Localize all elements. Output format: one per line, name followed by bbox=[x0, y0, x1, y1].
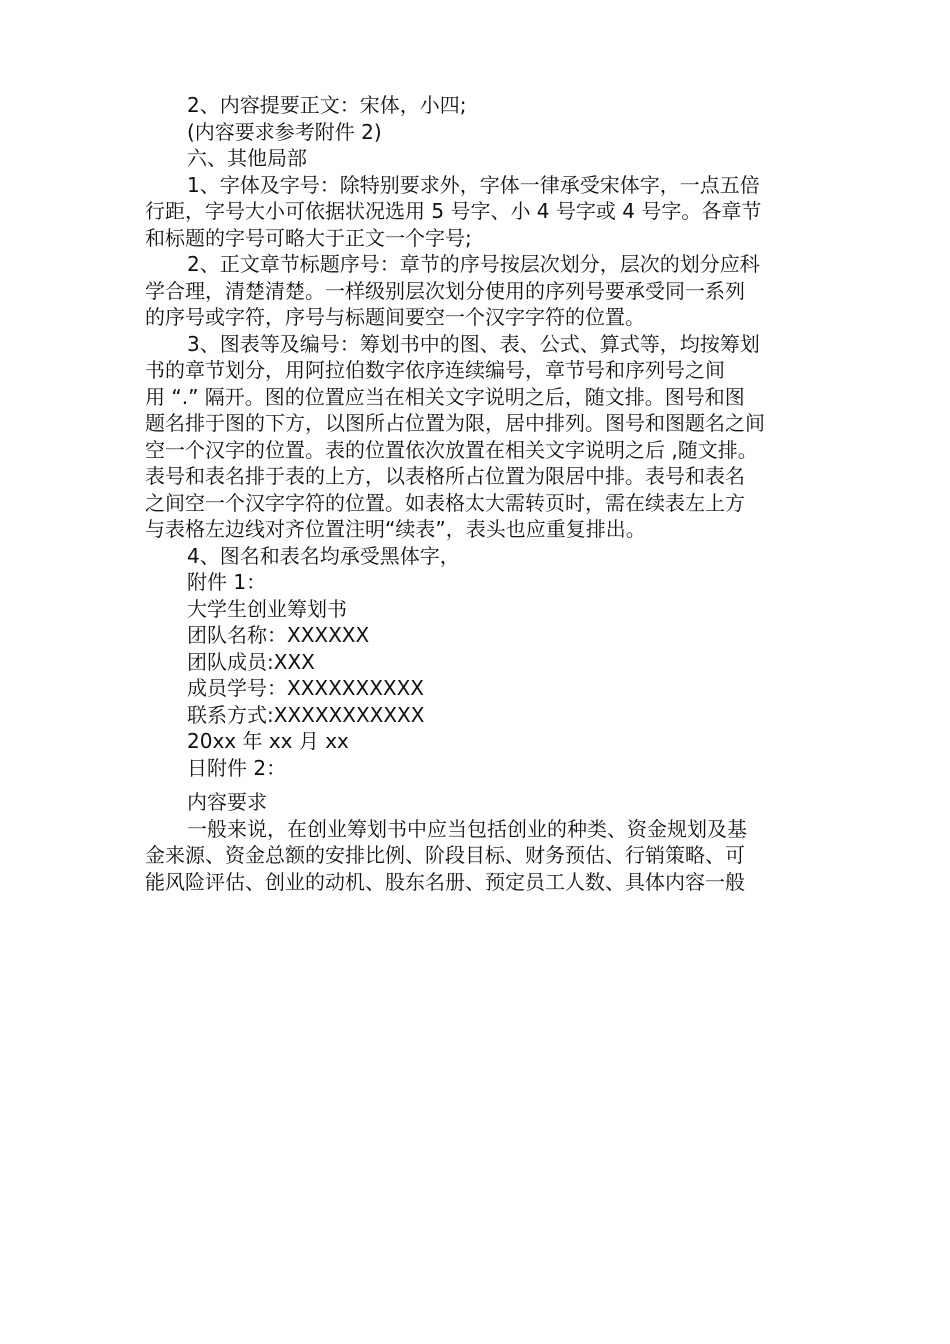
text-line: 书的章节划分，用阿拉伯数字依序连续编号，章节号和序列号之间 bbox=[145, 358, 725, 382]
text-line: 2、内容提要正文：宋体，小四; bbox=[187, 93, 467, 117]
text-line: (内容要求参考附件 2) bbox=[187, 119, 382, 144]
member-id-line: 成员学号：XXXXXXXXXX bbox=[187, 676, 425, 700]
text-line: 金来源、资金总额的安排比例、阶段目标、财务预估、行销策略、可 bbox=[145, 843, 745, 867]
text-line: 能风险评估、创业的动机、股东名册、预定员工人数、具体内容一般 bbox=[145, 869, 745, 894]
team-members-line: 团队成员:XXX bbox=[187, 649, 315, 674]
text-line: 用 “.” 隔开。图的位置应当在相关文字说明之后，随文排。图号和图 bbox=[145, 384, 745, 409]
text-line: 2、正文章节标题序号：章节的序号按层次划分，层次的划分应科 bbox=[187, 252, 760, 276]
document-body bbox=[145, 92, 811, 895]
text-line: 题名排于图的下方，以图所占位置为限，居中排列。图号和图题名之间 bbox=[145, 411, 765, 435]
text-line: 1、字体及字号：除特别要求外，字体一律承受宋体字，一点五倍 bbox=[187, 172, 760, 197]
appendix-title: 大学生创业筹划书 bbox=[187, 596, 347, 621]
text-line: 表号和表名排于表的上方，以表格所占位置为限居中排。表号和表名 bbox=[145, 464, 745, 488]
text-line: 和标题的字号可略大于正文一个字号; bbox=[145, 225, 472, 250]
appendix-label: 日附件 2： bbox=[187, 755, 287, 780]
team-name-line: 团队名称：XXXXXX bbox=[187, 623, 370, 647]
text-line: 一般来说，在创业筹划书中应当包括创业的种类、资金规划及基 bbox=[187, 816, 747, 841]
text-line: 4、图名和表名均承受黑体字， bbox=[187, 543, 460, 568]
section-heading: 六、其他局部 bbox=[187, 146, 307, 170]
text-line: 之间空一个汉字字符的位置。如表格太大需转页时，需在续表左上方 bbox=[145, 490, 745, 515]
appendix-label: 附件 1： bbox=[187, 570, 267, 594]
text-line: 空一个汉字的位置。表的位置依次放置在相关文字说明之后 ,随文排。 bbox=[145, 437, 758, 462]
date-line: 20xx 年 xx 月 xx bbox=[187, 729, 349, 753]
spacer bbox=[145, 781, 811, 789]
contact-line: 联系方式:XXXXXXXXXXX bbox=[187, 702, 425, 727]
text-line: 与表格左边线对齐位置注明“续表”，表头也应重复排出。 bbox=[145, 517, 646, 541]
text-line: 3、图表等及编号：筹划书中的图、表、公式、算式等，均按筹划 bbox=[187, 331, 760, 356]
section-heading: 内容要求 bbox=[187, 790, 267, 814]
text-line: 的序号或字符，序号与标题间要空一个汉字字符的位置。 bbox=[145, 305, 645, 329]
text-line: 行距，字号大小可依据状况选用 5 号字、小 4 号字或 4 号字。各章节 bbox=[145, 199, 762, 223]
text-line: 学合理，清楚清楚。一样级别层次划分使用的序列号要承受同一系列 bbox=[145, 278, 745, 303]
